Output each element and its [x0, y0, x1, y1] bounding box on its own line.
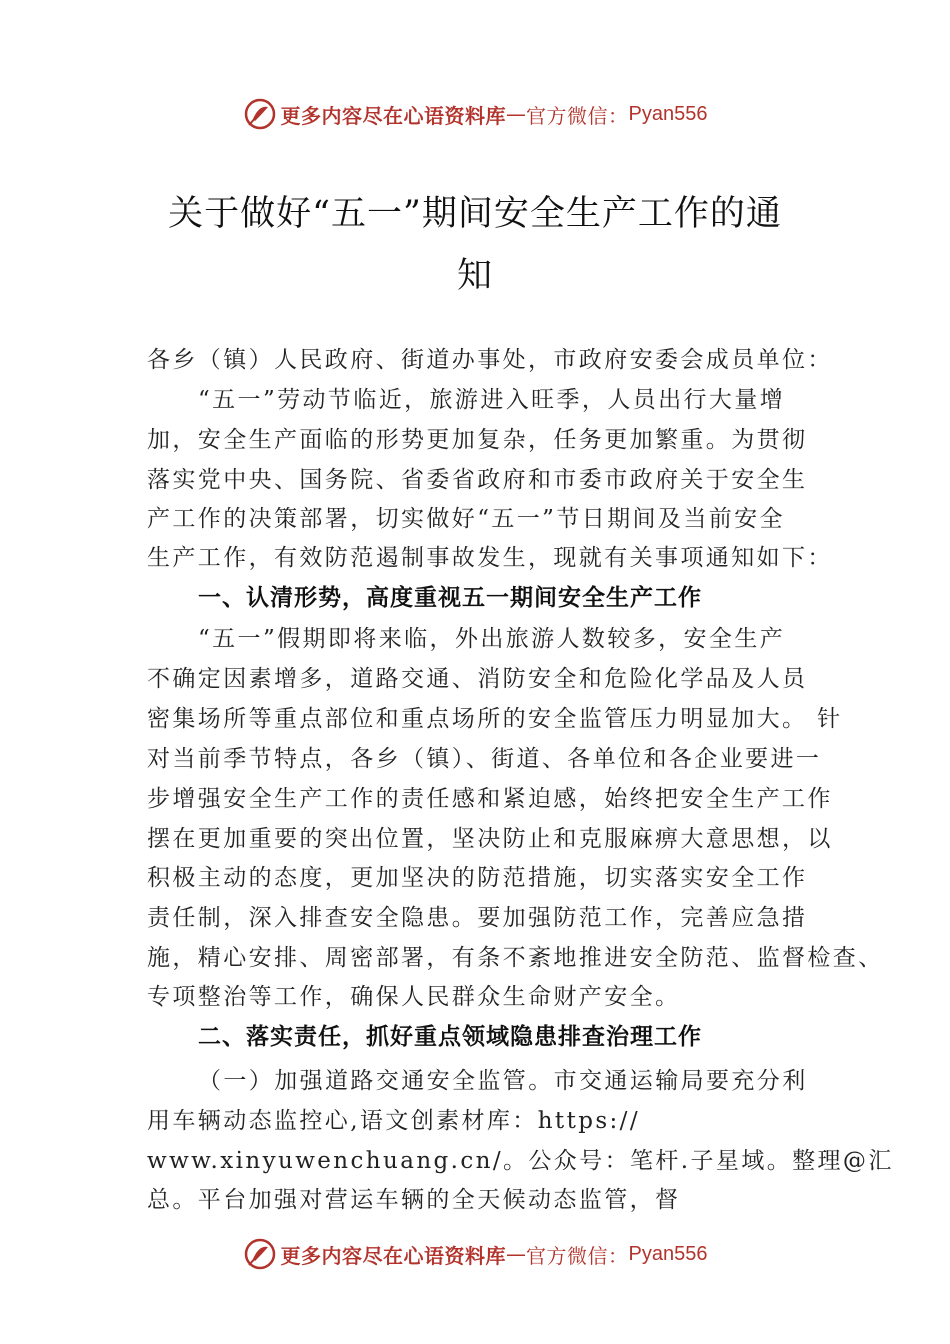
- body-line: 产工作的决策部署，切实做好“五一”节日期间及当前安全: [147, 506, 785, 532]
- body-line: 用车辆动态监控心,语文创素材库：https://: [147, 1108, 640, 1134]
- banner-wechat-id: Pyan556: [628, 102, 708, 125]
- logo-icon: [243, 1237, 277, 1271]
- footer-banner: [0, 1236, 950, 1272]
- body-line: 步增强安全生产工作的责任感和紧迫感，始终把安全生产工作: [147, 786, 833, 812]
- body-line: 不确定因素增多，道路交通、消防安全和危险化学品及人员: [147, 666, 808, 692]
- header-banner: [0, 96, 950, 132]
- body-line: “五一”劳动节临近，旅游进入旺季，人员出行大量增: [198, 387, 786, 413]
- body-line: 落实党中央、国务院、省委省政府和市委市政府关于安全生: [147, 467, 808, 493]
- banner-wechat-label: 官方微信：: [526, 103, 629, 128]
- body-line: 责任制，深入排查安全隐患。要加强防范工作，完善应急措: [147, 905, 808, 931]
- body-line: 摆在更加重要的突出位置，坚决防止和克服麻痹大意思想，以: [147, 826, 833, 852]
- banner-wechat-label: 官方微信：: [526, 1243, 629, 1268]
- body-line: 密集场所等重点部位和重点场所的安全监管压力明显加大。 针: [147, 706, 843, 732]
- logo-icon: [243, 97, 277, 131]
- section-heading-2: 二、落实责任，抓好重点领域隐患排查治理工作: [198, 1024, 702, 1050]
- banner-separator: —: [506, 102, 527, 126]
- section-heading-1: 一、认清形势，高度重视五一期间安全生产工作: [198, 585, 702, 611]
- body-line: 生产工作，有效防范遏制事故发生，现就有关事项通知如下：: [147, 545, 833, 571]
- banner-separator: —: [506, 1242, 527, 1266]
- body-line: 专项整治等工作，确保人民群众生命财产安全。: [147, 984, 681, 1010]
- salutation: 各乡（镇）人民政府、街道办事处，市政府安委会成员单位：: [147, 347, 833, 373]
- document-title-continued: 知: [456, 256, 493, 296]
- body-line: www.xinyuwenchuang.cn/。公众号：笔杆.子星域。整理@汇: [147, 1148, 894, 1174]
- body-line: “五一”假期即将来临，外出旅游人数较多，安全生产: [198, 626, 786, 652]
- body-line: 对当前季节特点，各乡（镇）、街道、各单位和各企业要进一: [147, 746, 822, 772]
- banner-wechat-id: Pyan556: [628, 1242, 708, 1265]
- body-line: 积极主动的态度，更加坚决的防范措施，切实落实安全工作: [147, 865, 808, 891]
- body-line: （一）加强道路交通安全监管。市交通运输局要充分利: [198, 1068, 808, 1094]
- banner-text: 更多内容尽在心语资料库: [280, 103, 507, 128]
- body-line: 加，安全生产面临的形势更加复杂，任务更加繁重。为贯彻: [147, 427, 808, 453]
- body-line: 施，精心安排、周密部署，有条不紊地推进安全防范、监督检查、: [147, 945, 884, 971]
- banner-text: 更多内容尽在心语资料库: [280, 1243, 507, 1268]
- body-line: 总。平台加强对营运车辆的全天候动态监管，督: [147, 1187, 681, 1213]
- document-title: 关于做好“五一”期间安全生产工作的通: [168, 194, 782, 234]
